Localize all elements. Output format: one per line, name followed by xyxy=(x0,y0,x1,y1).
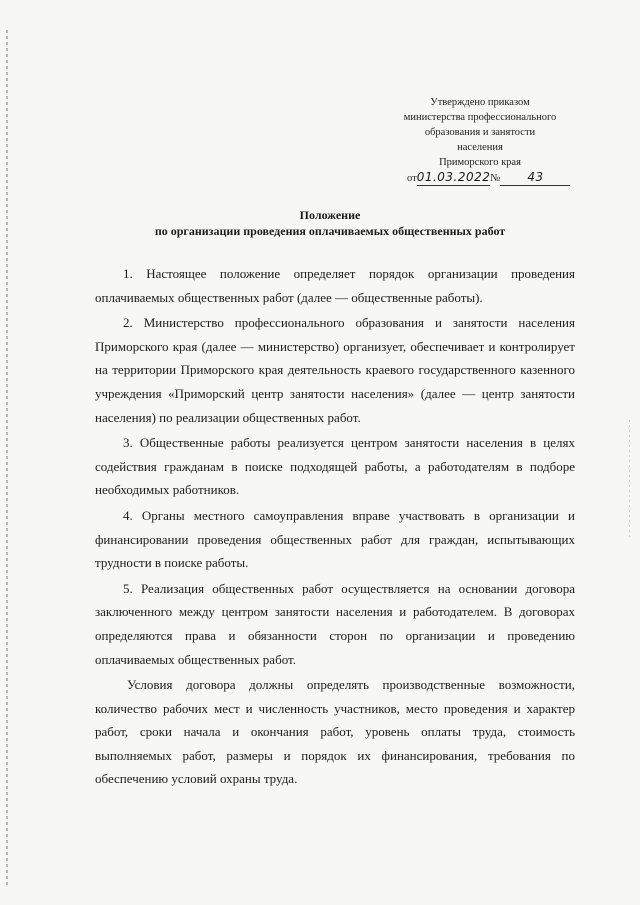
approval-line: образования и занятости xyxy=(424,127,536,138)
scan-edge-artifact xyxy=(6,30,8,885)
title-line: Положение xyxy=(299,208,361,222)
approval-number: 43 xyxy=(500,170,570,186)
paragraph-2: 2. Министерство профессионального образования и занятости населения Приморского края (далее — министерство) организует, обеспечивает и контролирует на территории Приморского края деятельность краевого государственного казенного учреждения «Приморский центр занятости населения» (далее — центр занятости населения) по реализации общественных работ. xyxy=(95,315,575,425)
paragraph-1: 1. Настоящее положение определяет порядок организации проведения оплачиваемых общественных работ (далее — общественные работы). xyxy=(95,266,575,305)
paragraph-conditions: Условия договора должны определять производственные возможности, количество рабочих мест и численность участников, место проведения и характер работ, сроки начала и окончания работ, уровень оплаты труда, стоимость выполняемых работ, размеры и порядок их финансирования, требования по обеспечению условий охраны труда. xyxy=(95,677,575,787)
approval-date-row xyxy=(385,170,575,186)
number-prefix: № xyxy=(490,173,501,184)
document-body xyxy=(95,262,575,793)
scan-edge-artifact xyxy=(629,420,630,540)
paragraph-5: 5. Реализация общественных работ осуществляется на основании договора заключенного между центром занятости населения и работодателем. В договорах определяются права и обязанности сторон по организации и проведению оплачиваемых общественных работ. xyxy=(95,580,575,667)
paragraph-4: 4. Органы местного самоуправления вправе участвовать в организации и финансировании проведения общественных работ для граждан, испытывающих трудности в поиске работы. xyxy=(95,507,575,571)
approval-line: Приморского края xyxy=(439,157,521,168)
title-line: по организации проведения оплачиваемых общественных работ xyxy=(154,224,506,238)
document-title xyxy=(60,207,600,239)
approval-line: министерства профессионального xyxy=(403,112,557,123)
approval-stamp xyxy=(385,95,575,186)
approval-line: Утверждено приказом xyxy=(430,97,530,108)
paragraph-3: 3. Общественные работы реализуется центром занятости населения в целях содействия гражданам в поиске подходящей работы, а работодателям в подборе необходимых работников. xyxy=(95,435,575,498)
approval-date: 01.03.2022 xyxy=(416,170,491,184)
date-prefix: от xyxy=(407,173,417,184)
approval-line: населения xyxy=(457,142,503,153)
